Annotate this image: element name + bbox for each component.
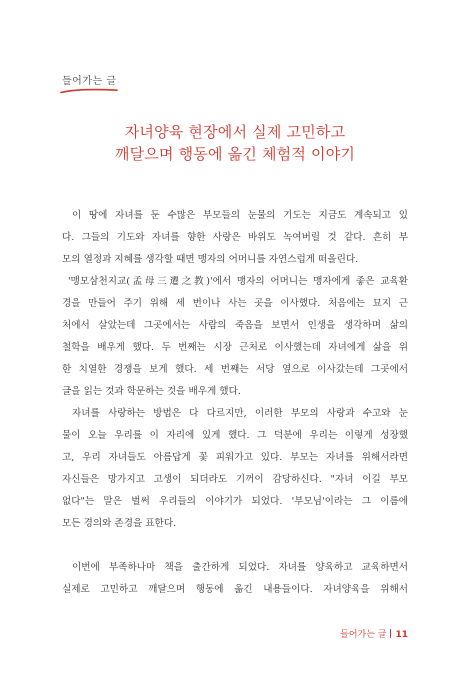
footer-section-label: 들어가는 글: [340, 630, 387, 640]
text-line: 처에서 살았는데 그곳에서는 사람의 죽음을 보면서 인생을 생각하며 삶의: [62, 320, 408, 331]
text-line: 이번에 부족하나마 책을 출간하게 되었다. 자녀를 양육하고 교육하면서: [72, 562, 408, 573]
body-paragraph-2: [62, 557, 408, 601]
section-label: 들어가는 글: [62, 76, 117, 87]
text-line: '맹모삼천지교(孟母三遷之教)'에서 맹자의 어머니는 맹자에게 좋은 교육환: [68, 276, 408, 287]
text-line: 자신들은 망가지고 고생이 되더라도 기꺼이 감당하신다. "자녀 이길 부모: [62, 474, 408, 485]
text-line: 경을 만들어 주기 위해 세 번이나 사는 곳을 이사했다. 처음에는 묘지 근: [62, 298, 408, 309]
text-line: 모의 열정과 지혜를 생각할 때면 맹자의 어머니를 자연스럽게 떠올린다.: [62, 254, 359, 265]
text-line: 모든 경의와 존경을 표한다.: [62, 518, 177, 529]
text-line: 이 땅에 자녀를 둔 수많은 부모들의 눈물의 기도는 지금도 계속되고 있: [72, 210, 408, 221]
text-line: 물이 오늘 우리를 이 자리에 있게 했다. 그 덕분에 우리는 이렇게 성장했: [62, 430, 408, 441]
body-paragraphs: [62, 205, 408, 535]
text-line: 글을 읽는 것과 학문하는 것을 배우게 했다.: [62, 386, 241, 397]
text-line: 한 치열한 경쟁을 보게 했다. 세 번째는 서당 옆으로 이사갔는데 그곳에서: [62, 364, 408, 375]
text-line: 철학을 배우게 했다. 두 번째는 시장 근처로 이사했는데 자녀에게 삶을 위: [62, 342, 408, 353]
footer-divider: [390, 629, 391, 638]
page-footer: [340, 627, 408, 640]
page-title-line-1: 자녀양육 현장에서 실제 고민하고: [124, 123, 346, 141]
text-line: 실제로 고민하고 깨달으며 행동에 옮긴 내용들이다. 자녀양육을 위해서: [62, 584, 408, 595]
text-line: 없다"는 말은 벌써 우리들의 이야기가 되었다. '부모님'이라는 그 이름에: [62, 496, 408, 507]
accent-underline: [60, 87, 118, 95]
text-line: 다. 그들의 기도와 자녀를 향한 사랑은 바위도 녹여버릴 것 같다. 흔히 부: [62, 232, 408, 243]
page-title-line-2: 깨달으며 행동에 옮긴 체험적 이야기: [114, 145, 356, 163]
page-number: 11: [395, 630, 408, 640]
text-line: 자녀를 사랑하는 방법은 다 다르지만, 이러한 부모의 사랑과 수고와 눈: [72, 408, 408, 419]
text-line: 고, 우리 자녀들도 아름답게 꽃 피워가고 있다. 부모는 자녀를 위해서라면: [62, 452, 408, 463]
